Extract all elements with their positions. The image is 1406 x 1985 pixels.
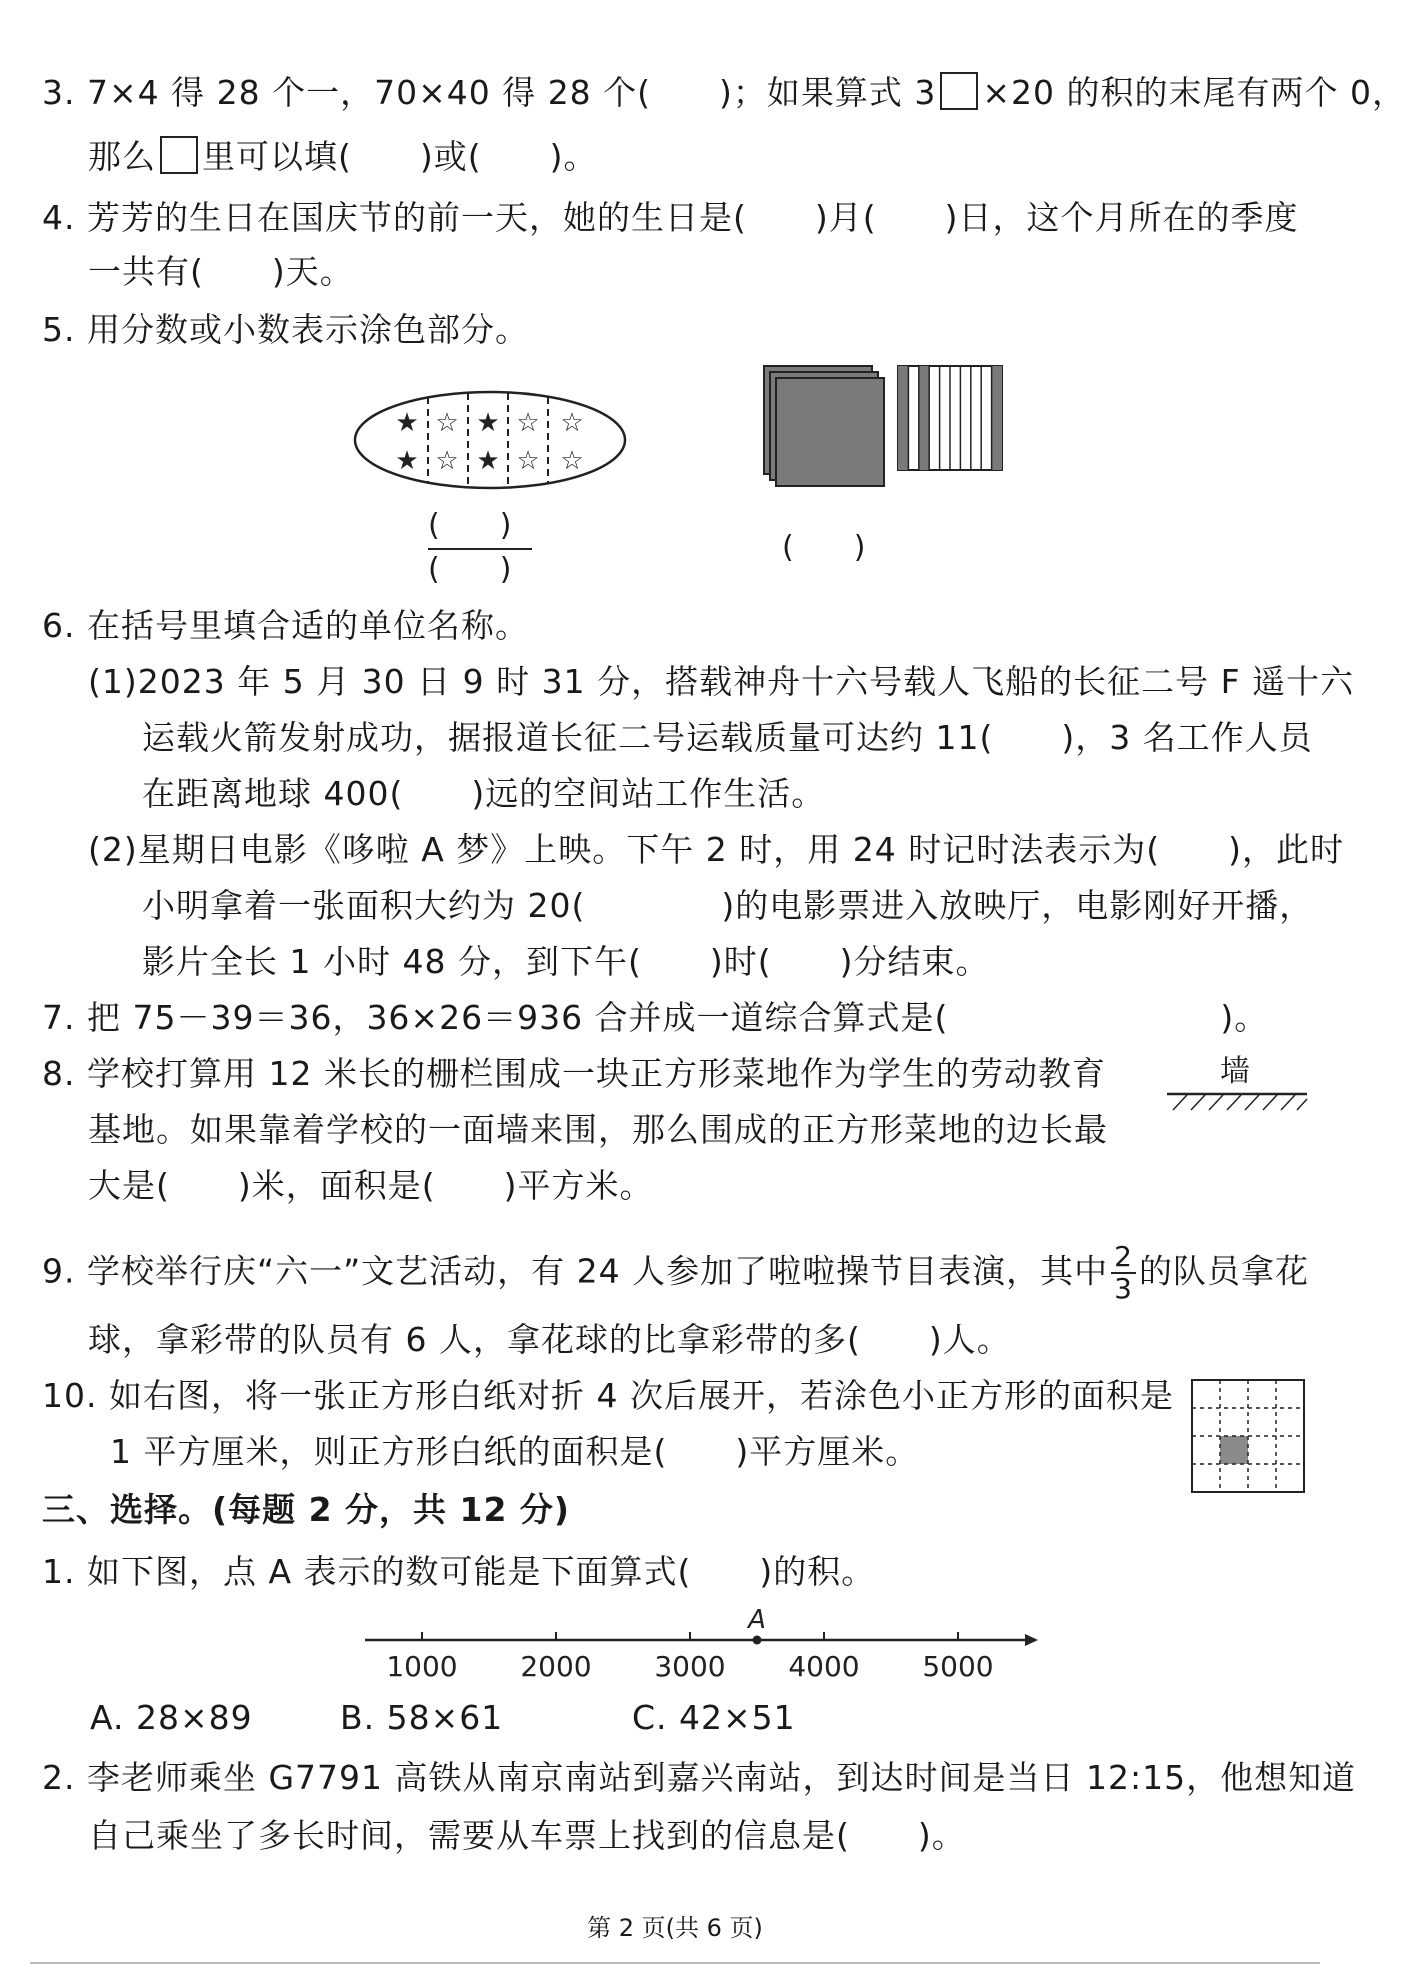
point-a-label: A xyxy=(748,1605,766,1635)
star-filled: ★ xyxy=(395,446,419,476)
q5-squares-figure xyxy=(760,362,1010,492)
q6-p2-line3: 影片全长 1 小时 48 分，到下午( )时( )分结束。 xyxy=(142,942,990,981)
star-empty: ☆ xyxy=(560,446,584,476)
q8-line1: 8. 学校打算用 12 米长的栅栏围成一块正方形菜地作为学生的劳动教育 xyxy=(42,1054,1106,1093)
number-line-tick-label: 4000 xyxy=(788,1650,860,1683)
q6-p2-line1: (2)星期日电影《哆啦 A 梦》上映。下午 2 时，用 24 时记时法表示为( )，此时 xyxy=(88,830,1344,869)
q6-p1-line1: (1)2023 年 5 月 30 日 9 时 31 分，搭载神舟十六号载人飞船的长征二号 F 遥十六 xyxy=(88,662,1355,701)
q9-frac-den: 3 xyxy=(1114,1272,1133,1305)
q3-text-d: 里可以填( )或( )。 xyxy=(202,137,598,176)
number-line-tick-label: 2000 xyxy=(520,1650,592,1683)
q9-line2: 球，拿彩带的队员有 6 人，拿花球的比拿彩带的多( )人。 xyxy=(88,1320,1011,1359)
q5-frac-num: ( ) xyxy=(428,508,512,543)
c1-number-line xyxy=(360,1600,1040,1690)
q3-blank-box xyxy=(940,72,978,110)
star-empty: ☆ xyxy=(435,446,459,476)
star-filled: ★ xyxy=(395,408,419,438)
c1-opt-a: A. 28×89 xyxy=(90,1698,253,1737)
q9-frac-num: 2 xyxy=(1111,1242,1136,1274)
q8-wall-figure xyxy=(1165,1090,1310,1114)
q9-fraction xyxy=(1111,1242,1136,1304)
q6-p2-line2: 小明拿着一张面积大约为 20( )的电影票进入放映厅，电影刚好开播， xyxy=(142,886,1314,925)
q10-line1: 10. 如右图，将一张正方形白纸对折 4 次后展开，若涂色小正方形的面积是 xyxy=(42,1376,1174,1415)
q3-line1 xyxy=(42,72,1406,113)
q8-line3: 大是( )米，面积是( )平方米。 xyxy=(88,1166,654,1205)
q5-ellipse-figure xyxy=(350,385,630,495)
c1-line1: 1. 如下图，点 A 表示的数可能是下面算式( )的积。 xyxy=(42,1552,876,1591)
q3-line2 xyxy=(88,136,598,177)
q4-line1: 4. 芳芳的生日在国庆节的前一天，她的生日是( )月( )日，这个月所在的季度 xyxy=(42,198,1299,237)
q4-line2: 一共有( )天。 xyxy=(88,252,354,291)
c1-opt-b: B. 58×61 xyxy=(340,1698,504,1737)
q5-blank-right: ( ) xyxy=(782,530,866,565)
q10-grid-figure xyxy=(1190,1378,1308,1494)
q6-p1-line3: 在距离地球 400( )远的空间站工作生活。 xyxy=(142,774,826,813)
q5-line1: 5. 用分数或小数表示涂色部分。 xyxy=(42,310,529,349)
q8-wall-label: 墙 xyxy=(1220,1054,1250,1089)
point-a-dot xyxy=(753,1636,762,1645)
q6-line1: 6. 在括号里填合适的单位名称。 xyxy=(42,606,529,645)
star-empty: ☆ xyxy=(435,408,459,438)
c1-opt-c: C. 42×51 xyxy=(632,1698,796,1737)
star-filled: ★ xyxy=(476,408,500,438)
q3-blank-box-2 xyxy=(160,136,198,174)
c2-line2: 自己乘坐了多长时间，需要从车票上找到的信息是( )。 xyxy=(88,1816,966,1855)
q5-frac-bar xyxy=(428,548,532,550)
q9-text-b: 的队员拿花 xyxy=(1138,1251,1309,1291)
q6-p1-line2: 运载火箭发射成功，据报道长征二号运载质量可达约 11( )，3 名工作人员 xyxy=(142,718,1313,757)
star-filled: ★ xyxy=(476,446,500,476)
q3-text-a: 3. 7×4 得 28 个一，70×40 得 28 个( )；如果算式 3 xyxy=(42,73,937,112)
q3-text-c: 那么 xyxy=(88,137,156,176)
page-footer: 第 2 页(共 6 页) xyxy=(587,1914,763,1942)
q10-line2: 1 平方厘米，则正方形白纸的面积是( )平方厘米。 xyxy=(110,1432,920,1471)
q9-line1 xyxy=(42,1242,1309,1304)
star-empty: ☆ xyxy=(516,408,540,438)
number-line-tick-label: 5000 xyxy=(922,1650,994,1683)
bottom-rule xyxy=(30,1962,1320,1964)
q8-line2: 基地。如果靠着学校的一面墙来围，那么围成的正方形菜地的边长最 xyxy=(88,1110,1108,1149)
q9-text-a: 9. 学校举行庆“六一”文艺活动，有 24 人参加了啦啦操节目表演，其中 xyxy=(42,1251,1109,1291)
number-line-tick-label: 3000 xyxy=(654,1650,726,1683)
q3-text-b: ×20 的积的末尾有两个 0， xyxy=(982,73,1406,112)
number-line-tick-label: 1000 xyxy=(386,1650,458,1683)
q7-line1: 7. 把 75－39＝36，36×26＝936 合并成一道综合算式是( )。 xyxy=(42,998,1269,1037)
section3-title: 三、选择。(每题 2 分，共 12 分) xyxy=(42,1490,571,1529)
star-empty: ☆ xyxy=(516,446,540,476)
star-empty: ☆ xyxy=(560,408,584,438)
q5-frac-den: ( ) xyxy=(428,552,512,587)
c2-line1: 2. 李老师乘坐 G7791 高铁从南京南站到嘉兴南站，到达时间是当日 12:15，他想知道 xyxy=(42,1758,1357,1797)
